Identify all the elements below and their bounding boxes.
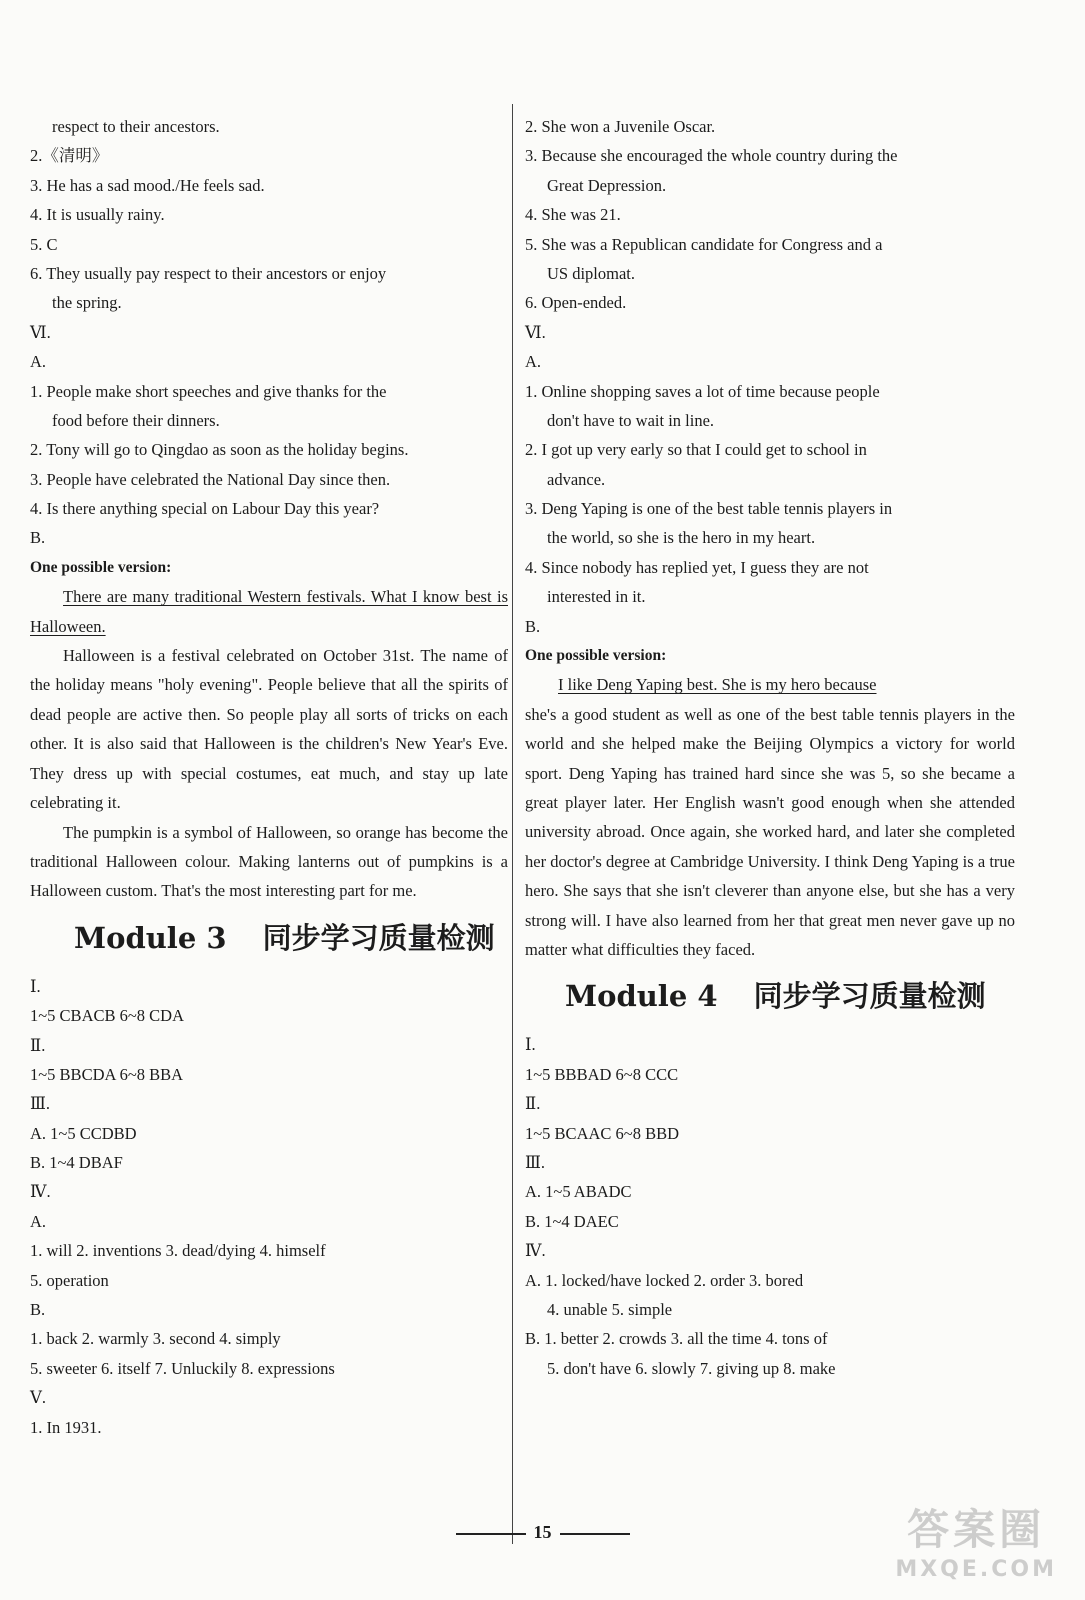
answer-line: 1~5 BBBAD 6~8 CCC — [525, 1064, 679, 1084]
answer-line: 3. He has a sad mood./He feels sad. — [30, 175, 265, 195]
answer-line: 2. Tony will go to Qingdao as soon as the holiday begins. — [30, 440, 409, 460]
section-label: Ⅵ. — [525, 322, 546, 342]
answer-line: B. 1. better 2. crowds 3. all the time 4. tons of — [525, 1329, 828, 1349]
answer-line: 5. sweeter 6. itself 7. Unluckily 8. expressions — [30, 1358, 335, 1378]
answer-line: 5. don't have 6. slowly 7. giving up 8. make — [547, 1358, 836, 1378]
answer-line: US diplomat. — [547, 263, 636, 283]
answer-line: interested in it. — [547, 587, 646, 607]
watermark-url: MXQE.COM — [895, 1557, 1057, 1582]
answer-line: 2. I got up very early so that I could get to school in — [525, 440, 867, 460]
section-label: Ⅳ. — [525, 1241, 546, 1261]
section-label: Ⅲ. — [525, 1153, 546, 1173]
ornament-right — [560, 1533, 630, 1535]
answer-line: 4. Is there anything special on Labour Day this year? — [30, 499, 380, 519]
answer-line: 1~5 BBCDA 6~8 BBA — [30, 1064, 184, 1084]
answer-line: 1. back 2. warmly 3. second 4. simply — [30, 1329, 281, 1349]
answer-line: 3. Because she encouraged the whole country during the — [525, 146, 898, 166]
answer-line: 4. unable 5. simple — [547, 1299, 673, 1319]
section-label: Ⅴ. — [30, 1388, 47, 1408]
section-label: A. — [30, 352, 47, 372]
answer-line: 1. Online shopping saves a lot of time because people — [525, 381, 880, 401]
module-heading — [525, 968, 1015, 1024]
section-label: B. — [525, 616, 541, 636]
answer-line: 4. It is usually rainy. — [30, 205, 165, 225]
answer-line: the world, so she is the hero in my heart. — [547, 528, 816, 548]
answer-line: respect to their ancestors. — [52, 117, 220, 136]
section-label: Ⅵ. — [30, 322, 51, 342]
version-label: One possible version: — [525, 647, 667, 665]
answer-line: 1. In 1931. — [30, 1417, 102, 1437]
answer-line: Great Depression. — [547, 175, 667, 195]
answer-line: 4. She was 21. — [525, 205, 621, 225]
section-label: B. — [30, 1300, 46, 1320]
answer-line: 5. C — [30, 234, 58, 254]
watermark — [895, 1497, 1057, 1582]
watermark-logo-text: 答案圈 — [907, 1505, 1046, 1554]
answer-line: B. 1~4 DBAF — [30, 1153, 123, 1173]
answer-line: 3. Deng Yaping is one of the best table tennis players in — [525, 499, 893, 519]
essay-opening: There are many traditional Western festivals. What I know best is Halloween. — [30, 587, 508, 636]
answer-line: the spring. — [52, 293, 122, 313]
answer-line: 1~5 CBACB 6~8 CDA — [30, 1006, 185, 1026]
answer-line: 2. She won a Juvenile Oscar. — [525, 117, 716, 136]
section-label: Ⅲ. — [30, 1094, 51, 1114]
essay-paragraph: Halloween is a festival celebrated on October 31st. The name of the holiday means "holy evening". People believe that all the spirits of dead people are active then. So people play all sorts of tricks on each other. It is also said that Halloween is the children's New Year's Eve. They dress up with special costumes, eat much, and stay up late celebrating it. — [30, 646, 508, 813]
answer-line: A. 1. locked/have locked 2. order 3. bored — [525, 1270, 804, 1290]
answer-line: food before their dinners. — [52, 410, 220, 430]
section-label: Ⅳ. — [30, 1182, 51, 1202]
page-number: 15 — [533, 1522, 552, 1542]
answer-line: A. 1~5 CCDBD — [30, 1123, 137, 1143]
answer-line: 6. They usually pay respect to their ancestors or enjoy — [30, 263, 387, 283]
section-label: B. — [30, 528, 46, 548]
module-title: Module 3 — [74, 920, 227, 955]
column-divider — [512, 104, 513, 1544]
section-label: Ⅱ. — [30, 1035, 46, 1055]
answer-line: don't have to wait in line. — [547, 410, 715, 430]
version-label: One possible version: — [30, 558, 172, 576]
module-subtitle: 同步学习质量检测 — [753, 979, 986, 1014]
answer-line: 1~5 BCAAC 6~8 BBD — [525, 1123, 680, 1143]
answer-line: 5. She was a Republican candidate for Congress and a — [525, 234, 883, 254]
section-label: Ⅱ. — [525, 1094, 541, 1114]
answer-line: 1. will 2. inventions 3. dead/dying 4. himself — [30, 1241, 326, 1261]
answer-line: advance. — [547, 469, 606, 489]
section-label: A. — [30, 1211, 47, 1231]
essay-paragraph: The pumpkin is a symbol of Halloween, so orange has become the traditional Halloween colour. Making lanterns out of pumpkins is a Halloween custom. That's the most interesting part for me. — [30, 822, 508, 901]
answer-line: 5. operation — [30, 1270, 109, 1290]
answer-line: 1. People make short speeches and give thanks for the — [30, 381, 387, 401]
section-label: Ⅰ. — [30, 976, 41, 996]
module-subtitle: 同步学习质量检测 — [262, 920, 495, 955]
answer-line: A. 1~5 ABADC — [525, 1182, 632, 1202]
ornament-left — [456, 1533, 526, 1535]
answer-line: 6. Open-ended. — [525, 293, 627, 313]
answer-line: 3. People have celebrated the National Day since then. — [30, 469, 391, 489]
essay-paragraph: she's a good student as well as one of the best table tennis players in the world and she helped make the Beijing Olympics a victory for world sport. Deng Yaping has trained hard since she was 5, so she became a great player later. Her English wasn't good enough when she attended university abroad. Once again, she worked hard, and later she completed her doctor's degree at Cambridge University. I think Deng Yaping is a true hero. She says that she isn't cleverer than anyone else, but she has a very strong will. I have also learned from her that great men never gave up no matter what difficulties they faced. — [525, 704, 1015, 960]
section-label: Ⅰ. — [525, 1035, 536, 1055]
answer-line: 2.《清明》 — [30, 146, 109, 166]
answer-line: 4. Since nobody has replied yet, I guess they are not — [525, 557, 869, 577]
left-column — [30, 112, 508, 1442]
module-heading — [30, 910, 508, 966]
module-title: Module 4 — [565, 979, 718, 1014]
essay-opening: I like Deng Yaping best. She is my hero because — [558, 675, 877, 695]
section-label: A. — [525, 352, 542, 372]
answer-line: B. 1~4 DAEC — [525, 1211, 619, 1231]
right-column — [525, 112, 1015, 1383]
